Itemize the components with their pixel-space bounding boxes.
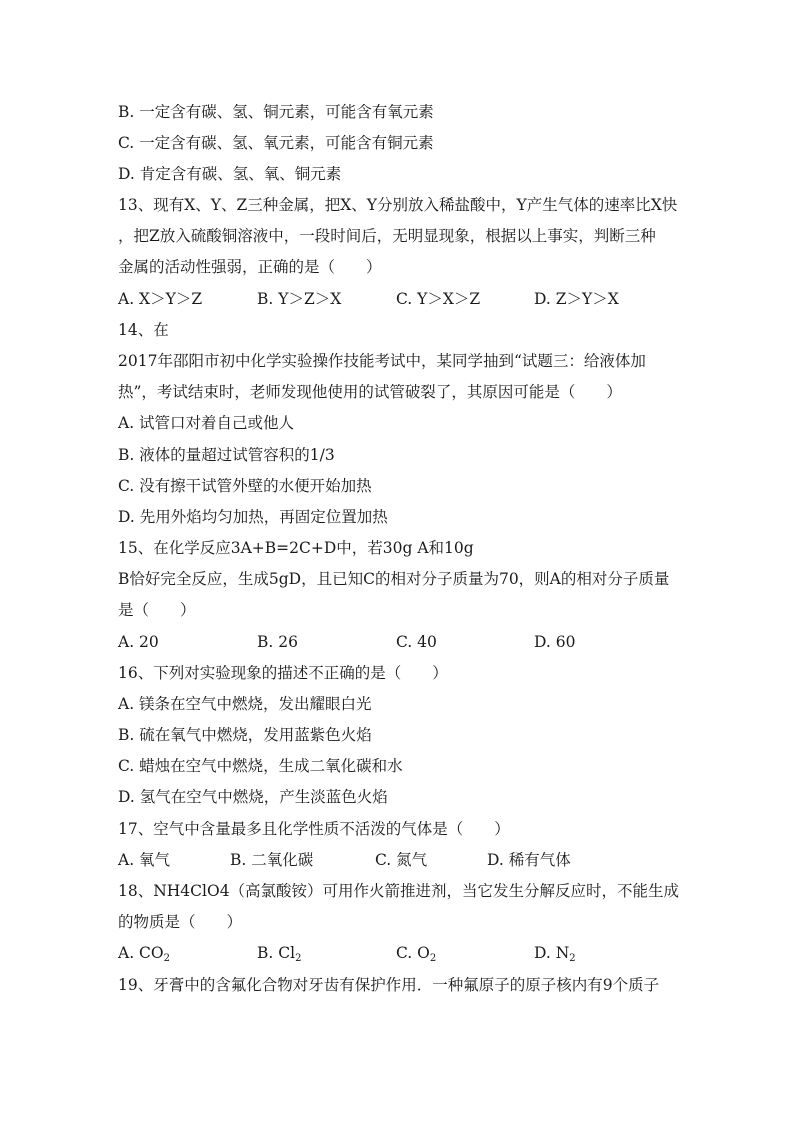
subscript-2: 2: [295, 953, 302, 964]
q14-stem-line1: 14、在: [118, 321, 169, 339]
q14-option-a: A. 试管口对着自己或他人: [118, 414, 295, 432]
q14-option-b: B. 液体的量超过试管容积的1/3: [118, 446, 335, 464]
q12-option-d: D. 肯定含有碳、氢、氧、铜元素: [118, 165, 342, 183]
q17-option-a: A. 氧气: [118, 851, 171, 869]
subscript-2: 2: [569, 953, 576, 964]
q18-option-b: [257, 943, 301, 969]
q15-option-b: B. 26: [257, 633, 298, 651]
q12-option-b: B. 一定含有碳、氢、铜元素，可能含有氧元素: [118, 103, 434, 121]
q18-option-a: [118, 943, 170, 969]
q18-option-c-label: C. O: [396, 944, 430, 962]
q13-option-a: A. X＞Y＞Z: [118, 290, 203, 308]
q15-option-c: C. 40: [396, 633, 437, 651]
q15-option-a: A. 20: [118, 633, 159, 651]
subscript-2: 2: [429, 953, 437, 964]
q13-option-c: C. Y＞X＞Z: [396, 290, 481, 308]
q14-stem-line3: 热”，考试结束时，老师发现他使用的试管破裂了，其原因可能是（ ）: [118, 383, 622, 401]
q16-stem: 16、下列对实验现象的描述不正确的是（ ）: [118, 664, 448, 682]
q13-stem-line2: ，把Z放入硫酸铜溶液中，一段时间后，无明显现象，根据以上事实，判断三种: [118, 227, 656, 245]
q19-stem-line1: 19、牙膏中的含氟化合物对牙齿有保护作用．一种氟原子的原子核内有9个质子: [118, 976, 660, 994]
q15-stem-line2: B恰好完全反应，生成5gD，且已知C的相对分子质量为70，则A的相对分子质量: [118, 570, 670, 588]
q18-stem-line1: 18、NH4ClO4（高氯酸铵）可用作火箭推进剂，当它发生分解反应时，不能生成: [118, 882, 680, 900]
q17-option-c: C. 氮气: [375, 851, 428, 869]
q14-stem-line2: 2017年邵阳市初中化学实验操作技能考试中，某同学抽到“试题三：给液体加: [118, 352, 646, 370]
q16-option-a: A. 镁条在空气中燃烧，发出耀眼白光: [118, 695, 372, 713]
q18-stem-line2: 的物质是（ ）: [118, 913, 243, 931]
q12-option-c: C. 一定含有碳、氢、氧元素，可能含有铜元素: [118, 134, 434, 152]
q18-option-d-label: D. N: [534, 944, 570, 962]
q13-option-d: D. Z＞Y＞X: [534, 290, 619, 308]
q13-stem-line1: 13、现有X、Y、Z三种金属，把X、Y分别放入稀盐酸中，Y产生气体的速率比X快: [118, 196, 678, 214]
q14-option-d: D. 先用外焰均匀加热，再固定位置加热: [118, 508, 388, 526]
q18-option-c: [396, 943, 436, 969]
q13-stem-line3: 金属的活动性强弱，正确的是（ ）: [118, 258, 382, 276]
q15-option-d: D. 60: [534, 633, 576, 651]
q17-option-d: D. 稀有气体: [487, 851, 571, 869]
q15-stem-line1: 15、在化学反应3A+B=2C+D中，若30g A和10g: [118, 539, 474, 557]
q18-option-b-label: B. Cl: [257, 944, 296, 962]
subscript-2: 2: [163, 953, 170, 964]
q16-option-b: B. 硫在氧气中燃烧，发用蓝紫色火焰: [118, 726, 372, 744]
q17-stem: 17、空气中含量最多且化学性质不活泼的气体是（ ）: [118, 820, 510, 838]
q16-option-d: D. 氢气在空气中燃烧，产生淡蓝色火焰: [118, 788, 388, 806]
q13-option-b: B. Y＞Z＞X: [257, 290, 342, 308]
q16-option-c: C. 蜡烛在空气中燃烧，生成二氧化碳和水: [118, 757, 403, 775]
q15-stem-line3: 是（ ）: [118, 601, 196, 619]
q18-option-a-label: A. CO: [118, 944, 164, 962]
q17-option-b: B. 二氧化碳: [230, 851, 314, 869]
q18-option-d: [534, 943, 576, 969]
q14-option-c: C. 没有擦干试管外壁的水便开始加热: [118, 477, 372, 495]
